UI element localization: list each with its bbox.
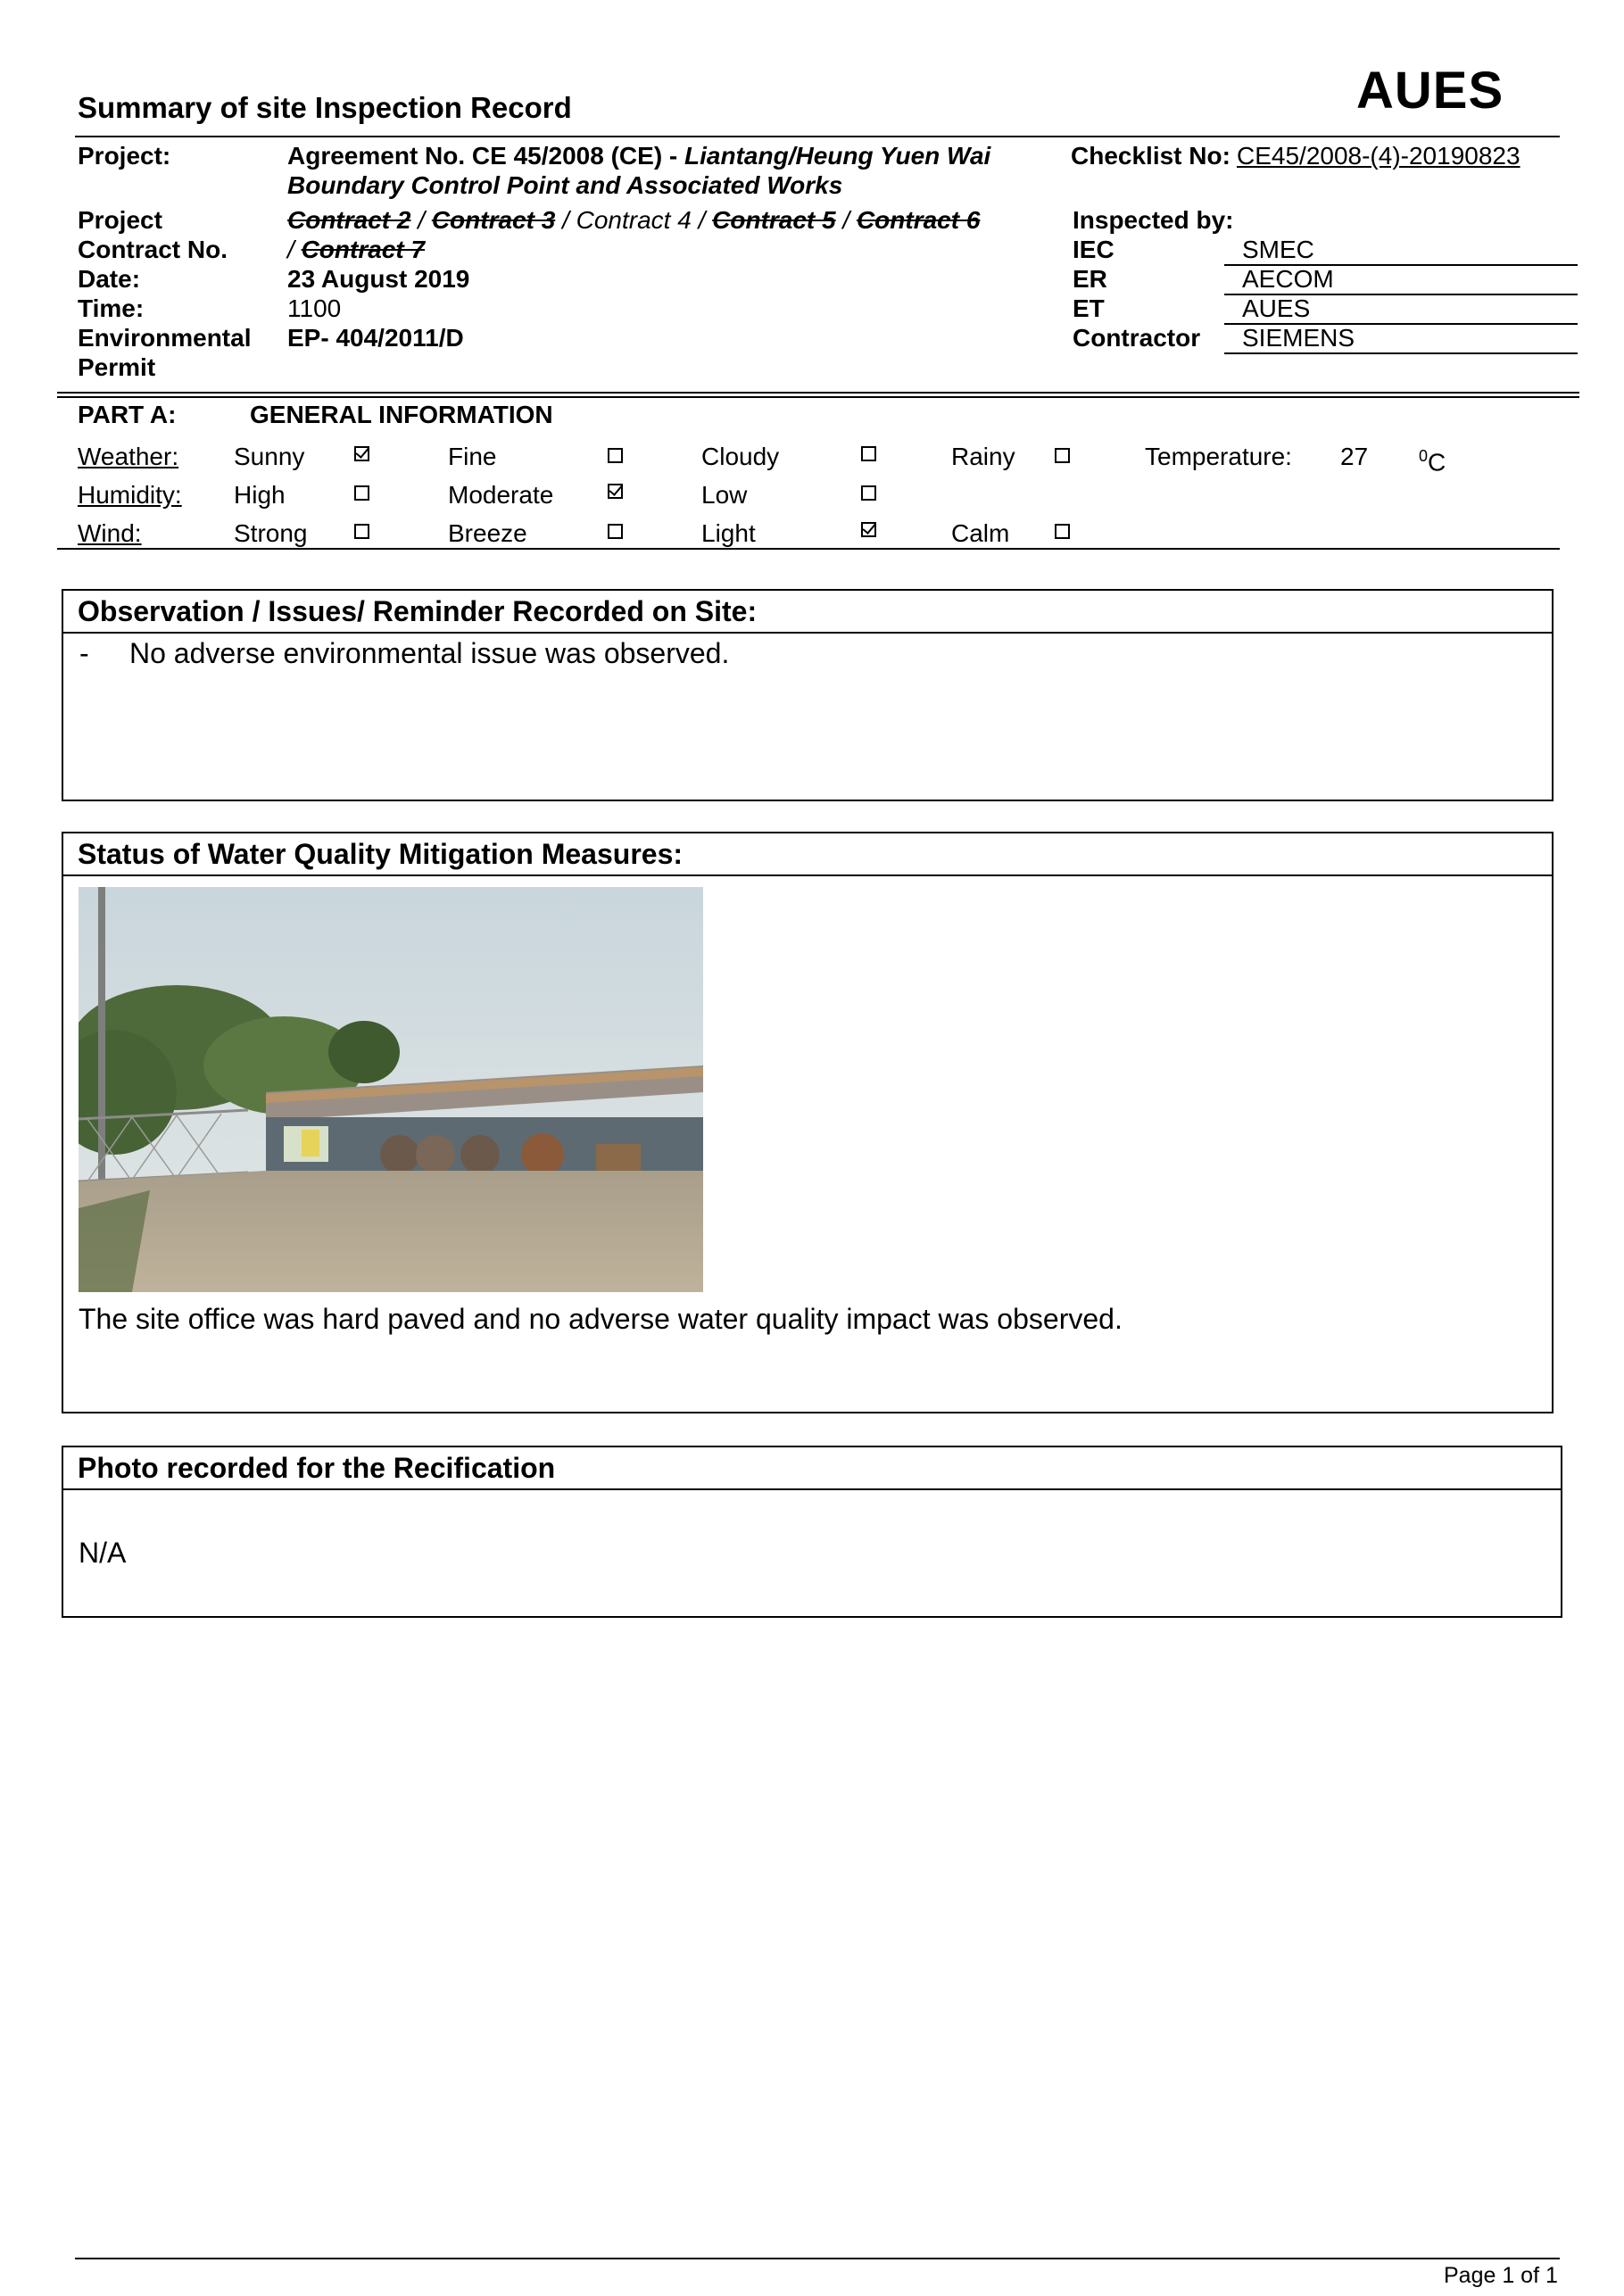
rectification-box bbox=[62, 1446, 1562, 1618]
header-divider bbox=[75, 136, 1560, 137]
humidity-label: Humidity: bbox=[78, 481, 182, 509]
humidity-option-low: Low bbox=[701, 481, 748, 509]
inspector-role-iec: IEC bbox=[1073, 236, 1114, 263]
contract-4: Contract 4 bbox=[576, 206, 692, 234]
checklist-number: CE45/2008-(4)-20190823 bbox=[1237, 142, 1520, 170]
wind-label: Wind: bbox=[78, 519, 142, 547]
section-divider-bottom bbox=[57, 396, 1579, 398]
checkbox-moderate[interactable] bbox=[608, 484, 623, 499]
inspector-role-er: ER bbox=[1073, 265, 1107, 293]
checkbox-high[interactable] bbox=[354, 485, 369, 501]
project-name bbox=[287, 141, 1019, 200]
water-quality-box bbox=[62, 832, 1554, 1413]
contract-6: Contract 6 bbox=[856, 206, 981, 234]
weather-label: Weather: bbox=[78, 443, 179, 470]
contract-2: Contract 2 bbox=[287, 206, 411, 234]
section-divider-top bbox=[57, 392, 1579, 394]
contract-list: Contract 2 / Contract 3 / Contract 4 / Contract 5 / Contract 6 / Contract 7 bbox=[287, 206, 981, 263]
wind-option-strong: Strong bbox=[234, 519, 308, 547]
water-quality-title: Status of Water Quality Mitigation Measures: bbox=[63, 833, 1552, 876]
inspector-line-contractor bbox=[1224, 352, 1578, 354]
checkbox-fine[interactable] bbox=[608, 448, 623, 463]
inspector-name-iec: SMEC bbox=[1242, 236, 1314, 263]
weather-option-sunny: Sunny bbox=[234, 443, 305, 470]
inspector-name-contractor: SIEMENS bbox=[1242, 324, 1355, 352]
observation-title: Observation / Issues/ Reminder Recorded on Site: bbox=[63, 591, 1552, 634]
part-a-label: PART A: bbox=[78, 401, 177, 428]
project-name-line2: Boundary Control Point and Associated Works bbox=[287, 171, 843, 199]
project-label: Project: bbox=[78, 142, 171, 170]
water-quality-caption: The site office was hard paved and no adverse water quality impact was observed. bbox=[79, 1303, 1123, 1335]
permit-value: EP- 404/2011/D bbox=[287, 324, 464, 352]
site-office-photo bbox=[79, 887, 703, 1292]
observation-text: No adverse environmental issue was observed. bbox=[129, 637, 730, 669]
contract-5: Contract 5 bbox=[712, 206, 836, 234]
date-value: 23 August 2019 bbox=[287, 265, 470, 293]
time-value: 1100 bbox=[287, 294, 342, 322]
part-a-title: GENERAL INFORMATION bbox=[250, 401, 553, 428]
observation-bullet: - bbox=[79, 637, 89, 669]
weather-option-rainy: Rainy bbox=[951, 443, 1015, 470]
observation-box bbox=[62, 589, 1554, 801]
temperature-value: 27 bbox=[1340, 443, 1369, 470]
project-name-line1: Liantang/Heung Yuen Wai bbox=[684, 142, 991, 170]
weather-option-cloudy: Cloudy bbox=[701, 443, 780, 470]
checkbox-light[interactable] bbox=[861, 522, 876, 537]
date-label: Date: bbox=[78, 265, 141, 293]
inspector-name-er: AECOM bbox=[1242, 265, 1334, 293]
rectification-text: N/A bbox=[79, 1537, 127, 1569]
checkbox-strong[interactable] bbox=[354, 524, 369, 539]
checkbox-low[interactable] bbox=[861, 485, 876, 501]
weather-option-fine: Fine bbox=[448, 443, 497, 470]
contract-7: Contract 7 bbox=[301, 236, 426, 263]
wind-option-calm: Calm bbox=[951, 519, 1010, 547]
agreement-number: Agreement No. CE 45/2008 (CE) - bbox=[287, 142, 678, 170]
part-a-bottom-line bbox=[57, 548, 1560, 550]
page-number: Page 1 of 1 bbox=[1444, 2263, 1558, 2288]
inspector-role-et: ET bbox=[1073, 294, 1105, 322]
rectification-title: Photo recorded for the Recification bbox=[63, 1447, 1561, 1490]
inspector-role-contractor: Contractor bbox=[1073, 324, 1201, 352]
document-title: Summary of site Inspection Record bbox=[78, 91, 572, 124]
checkbox-breeze[interactable] bbox=[608, 524, 623, 539]
checkbox-sunny[interactable] bbox=[354, 446, 369, 461]
contract-label: Project Contract No. bbox=[78, 206, 228, 263]
temperature-unit: $^0$C bbox=[1419, 447, 1446, 477]
time-label: Time: bbox=[78, 294, 145, 322]
contract-3: Contract 3 bbox=[431, 206, 556, 234]
humidity-option-moderate: Moderate bbox=[448, 481, 554, 509]
humidity-option-high: High bbox=[234, 481, 286, 509]
inspector-name-et: AUES bbox=[1242, 294, 1311, 322]
checklist-label: Checklist No: bbox=[1071, 142, 1230, 170]
checkbox-cloudy[interactable] bbox=[861, 446, 876, 461]
checkbox-rainy[interactable] bbox=[1055, 448, 1070, 463]
inspected-by-label: Inspected by: bbox=[1073, 206, 1234, 234]
wind-option-light: Light bbox=[701, 519, 756, 547]
temperature-label: Temperature: bbox=[1145, 443, 1292, 470]
wind-option-breeze: Breeze bbox=[448, 519, 527, 547]
footer-divider bbox=[75, 2258, 1560, 2259]
permit-label: Environmental Permit bbox=[78, 324, 252, 381]
checkbox-calm[interactable] bbox=[1055, 524, 1070, 539]
aues-logo: AUES bbox=[1356, 62, 1504, 120]
